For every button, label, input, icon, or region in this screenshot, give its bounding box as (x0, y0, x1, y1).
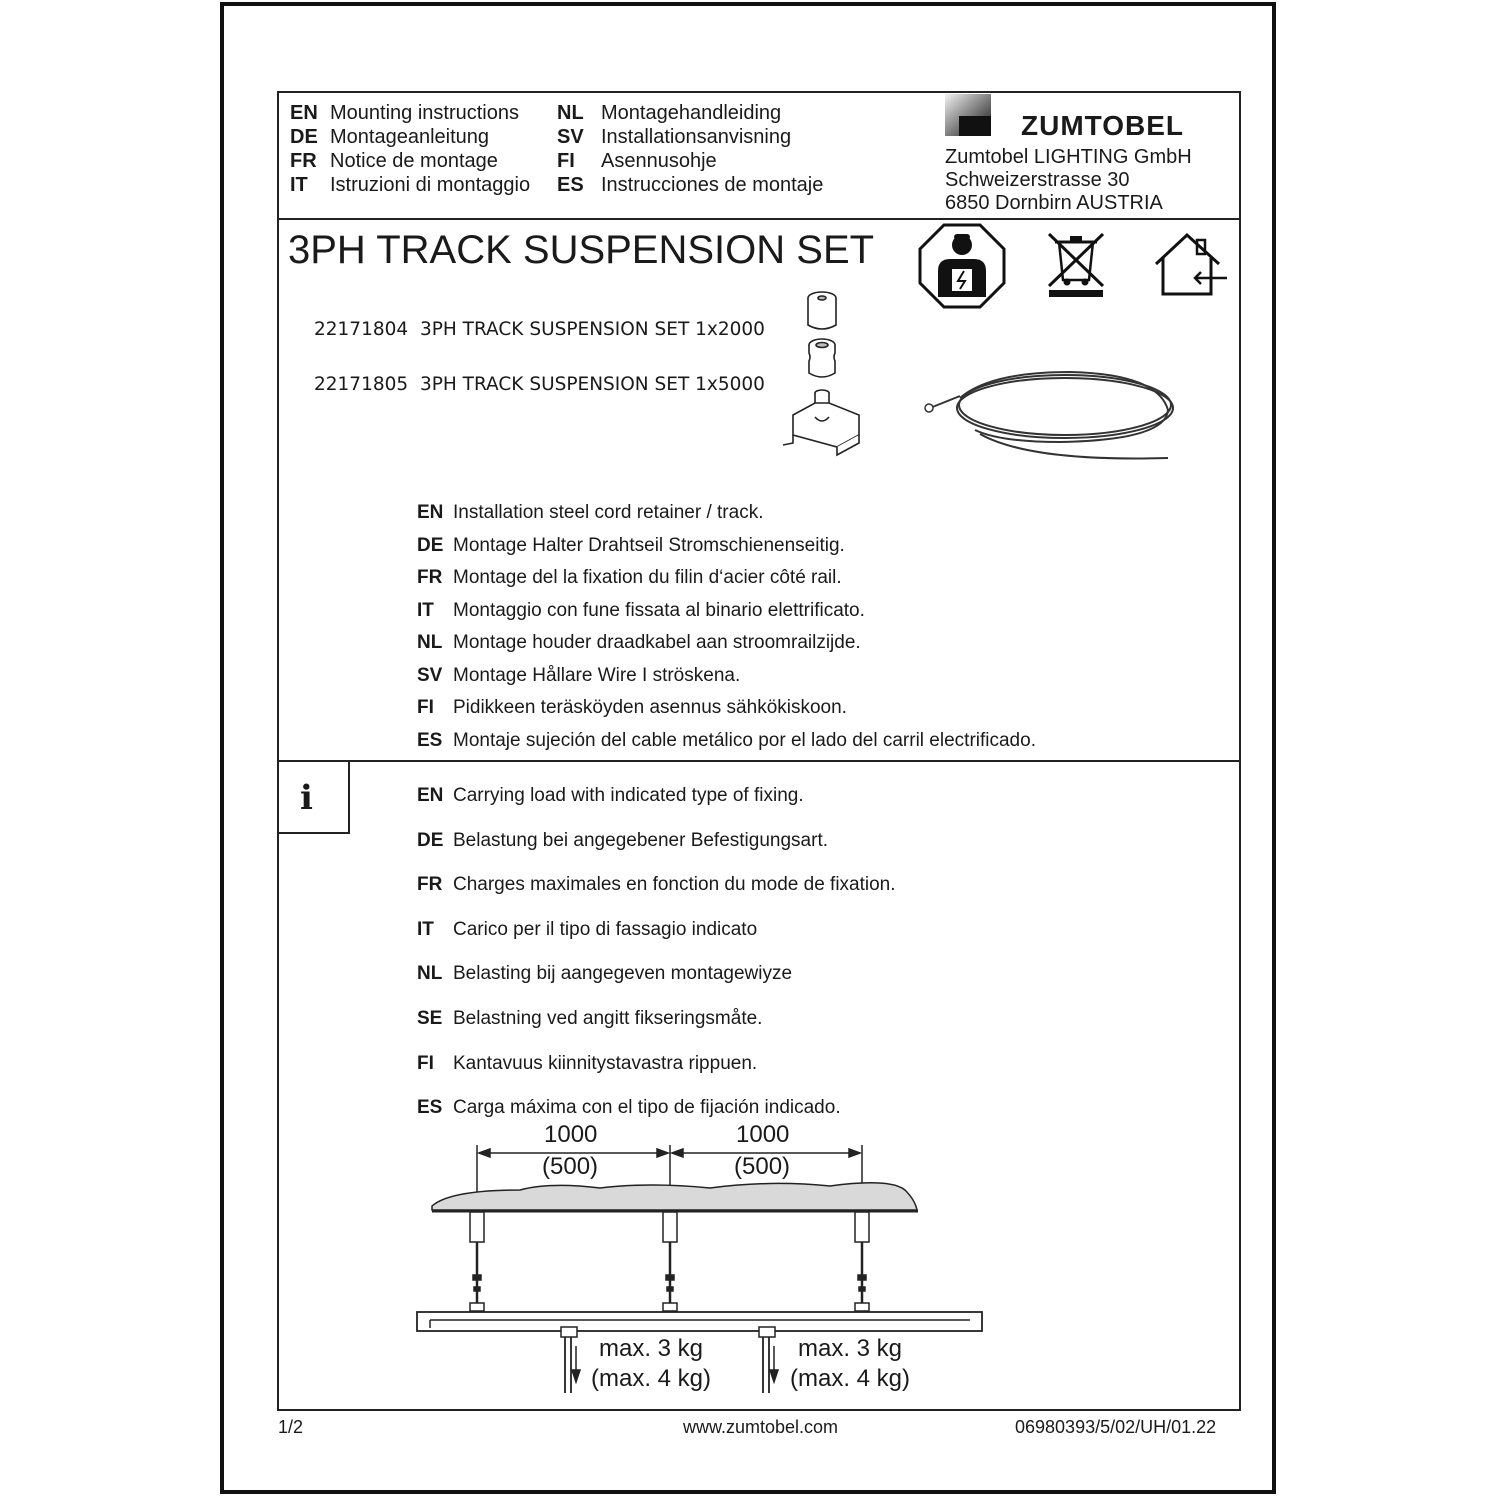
instruction-item: ES Montaje sujeción del cable metálico por el lado del carril electrificado. (417, 729, 1036, 751)
load-note-list (417, 774, 896, 1131)
website-url: www.zumtobel.com (683, 1417, 839, 1437)
instruction-item: EN Installation steel cord retainer / track. (417, 502, 764, 523)
lang-code: NL (557, 102, 584, 124)
brand-name: ZUMTOBEL (1021, 110, 1185, 141)
instruction-item: FI Pidikkeen teräsköyden asennus sähkökiskoon. (417, 697, 847, 718)
lang-label: Istruzioni di montaggio (330, 174, 531, 196)
divider (277, 218, 1241, 220)
language-list-left (290, 101, 530, 197)
load-note-item: DE Belastung bei angegebener Befestigungsart. (417, 829, 828, 851)
load-note-item: NL Belasting bij aangegeven montagewiyze (417, 963, 793, 985)
electrician-icon (918, 223, 1006, 309)
page-number: 1/2 (278, 1417, 304, 1437)
indoor-use-icon (1153, 232, 1229, 298)
lang-code: FR (290, 150, 317, 172)
lang-code: DE (290, 126, 318, 148)
spacing-label: 1000 (544, 1121, 598, 1148)
load-note-item: IT Carico per il tipo di fassagio indicato (417, 918, 758, 940)
load-note-item: FI Kantavuus kiinnitystavastra rippuen. (417, 1052, 758, 1074)
lang-label: Mounting instructions (330, 102, 519, 124)
suspension-hardware-illustration (775, 285, 875, 470)
product-line: 22171805 3PH TRACK SUSPENSION SET 1x5000 (314, 374, 765, 395)
weee-crossed-bin-icon (1045, 230, 1107, 298)
load-note-item: SE Belastning ved angitt fikseringsmåte. (417, 1007, 763, 1029)
lang-label: Montageanleitung (330, 126, 490, 148)
instruction-item: DE Montage Halter Drahtseil Stromschienenseitig. (417, 534, 845, 556)
steel-cord-illustration (920, 350, 1180, 480)
lang-label: Asennusohje (601, 150, 717, 172)
product-line: 22171804 3PH TRACK SUSPENSION SET 1x2000 (314, 319, 765, 340)
lang-label: Notice de montage (330, 150, 498, 172)
spacing-label-alt: (500) (542, 1153, 599, 1180)
info-icon: i (300, 778, 313, 818)
load-label: max. 3 kg (max. 4 kg) (591, 1335, 712, 1392)
instruction-item: NL Montage houder draadkabel aan stroomrailzijde. (417, 632, 861, 653)
company-address (945, 146, 1192, 215)
load-label: max. 3 kg (max. 4 kg) (790, 1335, 911, 1392)
document-number: 06980393/5/02/UH/01.22 (1015, 1417, 1217, 1437)
address-line: Schweizerstrasse 30 (945, 169, 1130, 191)
lang-code: EN (290, 102, 318, 124)
spacing-label: 1000 (736, 1121, 790, 1148)
load-note-item: EN Carrying load with indicated type of fixing. (417, 785, 804, 806)
load-note-item: ES Carga máxima con el tipo de fijación indicado. (417, 1097, 841, 1119)
lang-label: Montagehandleiding (601, 102, 782, 124)
zumtobel-logo-icon (945, 94, 993, 138)
load-note-item: FR Charges maximales en fonction du mode de fixation. (417, 874, 896, 896)
instruction-list (417, 497, 1036, 757)
lang-code: SV (557, 126, 584, 148)
instruction-item: FR Montage del la fixation du filin d‘acier côté rail. (417, 567, 842, 588)
language-list-right (557, 101, 823, 197)
divider (277, 760, 1241, 762)
document-title: 3PH TRACK SUSPENSION SET (288, 228, 875, 272)
spacing-label-alt: (500) (734, 1153, 791, 1180)
lang-label: Instrucciones de montaje (601, 174, 824, 196)
lang-code: IT (290, 174, 308, 196)
instruction-item: SV Montage Hållare Wire I ströskena. (417, 664, 741, 686)
address-line: Zumtobel LIGHTING GmbH (945, 146, 1192, 168)
address-line: 6850 Dornbirn AUSTRIA (945, 192, 1163, 214)
lang-label: Installationsanvisning (601, 126, 792, 148)
lang-code: ES (557, 174, 584, 196)
instruction-item: IT Montaggio con fune fissata al binario elettrificato. (417, 599, 865, 621)
info-box (277, 762, 350, 834)
lang-code: FI (557, 150, 575, 172)
